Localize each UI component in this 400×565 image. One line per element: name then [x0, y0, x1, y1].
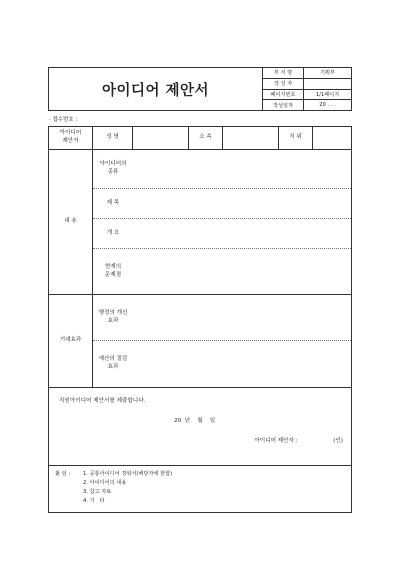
attachment-item: 1. 공통아이디어 경위서(해당자에 한함) — [83, 471, 173, 477]
effect-row-label: 행정의 개선 효과 — [98, 309, 128, 324]
attachments-label: 붙 임 : — [55, 471, 71, 477]
position-field[interactable] — [313, 127, 351, 149]
content-row-type — [93, 150, 351, 189]
content-row-title — [93, 189, 351, 219]
proposer-signature[interactable]: 아이디어 제안자 : (인) — [254, 438, 343, 444]
form-title: 아이디어 제안서 — [49, 68, 263, 110]
attachment-item: 3. 참고 자료 — [83, 489, 112, 496]
content-row-label: 개 요 — [106, 229, 120, 236]
department-field[interactable] — [223, 127, 279, 149]
meta-row-date — [263, 100, 351, 110]
submission-message: 직원아이디어 제안서를 제출합니다. — [59, 398, 146, 404]
effect-row-label: 예산의 절감 효과 — [98, 356, 128, 370]
form-header — [48, 67, 352, 111]
name-label: 성 명 — [93, 127, 133, 149]
meta-value[interactable]: 1/1페이지 — [315, 91, 340, 98]
effect-row-field[interactable] — [133, 295, 351, 340]
proposer-row — [49, 127, 351, 150]
attachment-item: 2. 아이디어의 내용 — [83, 480, 127, 487]
attachment-item: 4. 기 타 — [83, 498, 105, 505]
meta-key: 페이지번호 — [263, 90, 304, 100]
receipt-number-label: · 접수번호 : — [49, 117, 78, 123]
content-label: 내 용 — [49, 150, 93, 294]
effect-section — [49, 295, 351, 388]
content-row-field[interactable] — [133, 150, 351, 188]
attachments-block — [49, 466, 351, 512]
effect-row-field[interactable] — [133, 341, 351, 387]
proposal-table — [48, 126, 352, 513]
content-row-label: 아이디어의 종류 — [99, 161, 127, 175]
content-row-label: 현재의 문제점 — [104, 263, 122, 278]
meta-key: 작성일자 — [263, 100, 304, 110]
position-label: 직 위 — [279, 127, 313, 149]
meta-key: 부 서 명 — [263, 68, 304, 78]
meta-value[interactable] — [304, 79, 351, 89]
meta-row-page — [263, 90, 351, 101]
department-label: 소 속 — [189, 127, 223, 149]
effect-row-admin — [93, 295, 351, 341]
name-field[interactable] — [133, 127, 189, 149]
meta-row-author — [263, 79, 351, 90]
meta-key: 작 성 자 — [263, 79, 304, 89]
submission-block — [49, 388, 351, 466]
content-section — [49, 150, 351, 295]
content-row-problem — [93, 249, 351, 294]
submission-date[interactable]: 20 년 월 일 — [174, 418, 216, 424]
content-row-field[interactable] — [133, 189, 351, 218]
effect-label: 기대효과 — [49, 295, 93, 387]
content-row-field[interactable] — [133, 219, 351, 248]
meta-value[interactable]: 20 . . . — [319, 102, 336, 109]
content-row-field[interactable] — [133, 249, 351, 294]
document-meta-table — [263, 68, 351, 110]
effect-row-budget — [93, 341, 351, 387]
meta-row-department — [263, 68, 351, 79]
attachment-first — [55, 470, 345, 479]
proposal-form — [48, 67, 352, 513]
content-row-label: 제 목 — [106, 199, 120, 206]
proposer-label: 아이디어 제안자 — [49, 127, 93, 149]
meta-value[interactable]: 기획부 — [319, 70, 336, 77]
content-row-summary — [93, 219, 351, 249]
